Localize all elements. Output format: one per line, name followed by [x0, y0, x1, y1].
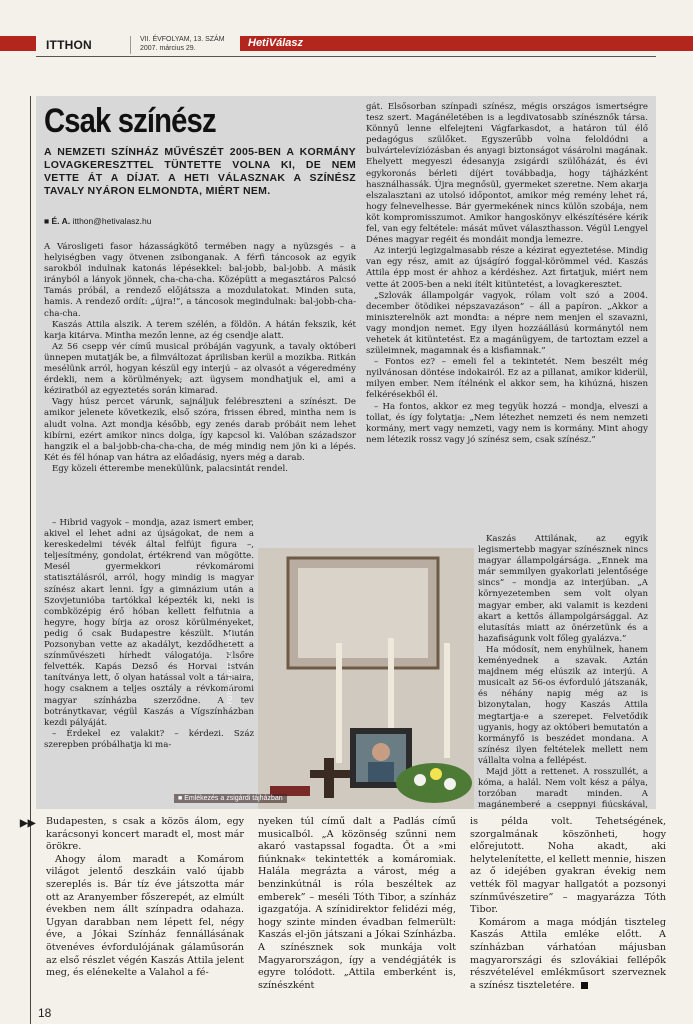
paragraph: – Érdekel ez valakit? – kérdezi. Száz szerepben próbálhatja ki ma- [44, 728, 254, 750]
continue-arrow-icon: ▶▶ [20, 818, 36, 829]
paragraph [470, 917, 666, 993]
header-divider [130, 36, 131, 54]
brand-logo: HetiVálasz [248, 37, 304, 49]
paragraph: – Hibrid vagyok – mondja, azaz ismert ember, akivel el lehet adni az újságokat, de nem a kereskedelmi tévék által felfújt figura –, teljesítmény, gondolat, értékrend van mögötte. Mesél gyermekkori révkomáromi statisztálásról, arról, hogy mindig is magyar színész akart lenni. Így a gimnázium után a Szovjetunióba tartókkal képezték ki, neki is combközépig érő hóban kellett felfutnia a hegyre, hogy bírja az orosz körülményeket, pedig ő csak Budapestre készült. Miután Pozsonyban vette az akadályt, kezdődhetett a színművészeti hírhedt válogatója. Elsőre felvették. Kapás Dezső és Horvai István tanítványa lett, ő olyan hatással volt a társaira, hogy csaknem a teljes osztály a révkomáromi magyar színházba szerződne. A tev botránytkavar, végül Kaszás a Vígszínházban kezdi pályáját. [44, 518, 254, 728]
byline-author: É. A. [51, 216, 71, 226]
issue-info [140, 35, 225, 53]
paragraph-text: Komárom a maga módján tiszteleg Kaszás Attila emléke előtt. A színházban várhatóan májusban magyarországi és szlovákiai fellépők részvételével emlékműsort szerveznek a színész tiszteletére. [470, 916, 666, 991]
section-name: ITTHON [46, 38, 92, 52]
body-column-1-narrow [44, 518, 254, 751]
bottom-column-3 [470, 816, 666, 992]
byline-email: itthon@hetivalasz.hu [72, 216, 152, 226]
paragraph: Az 56 csepp vér című musical próbáján vagyunk, a tavaly októberi ünnepen mutatják be, a filmváltozat áprilisban kerül a mozikba. Ritkán mesélünk arról, hogyan készül egy interjú – az olvasót a végeredmény érdekli, nem a körülmények; azt ügysem mondhatjuk el, ami a kéziratból az egyeztetés során kimarad. [44, 341, 356, 397]
page-number: 18 [38, 1006, 52, 1020]
brand-bar [240, 36, 693, 51]
article-title: Csak színész [44, 102, 216, 140]
paragraph: „Szlovák állampolgár vagyok, rólam volt szó a 2004. december ötödikei népszavazáson” – áll a papíron. „Akkor a miniszterelnök azt mondta: a népre nem menjen el szavazni, vagy mondjon nemet. Egy ilyen hozzáállású kormánytól nem vehetek át kitüntetést. Ez a magánügyem, de tartoztam ezzel a szüleimnek, magamnak és a kisfiamnak.” [366, 290, 648, 357]
header-accent-bar [0, 36, 36, 51]
paragraph: Ha módosít, nem enyhülnek, hanem keményednek a szavak. Aztán majdnem még elúszik az interjú. A musicalt az 56-os évforduló játszanák, és néhány napig még az is bizonytalan, hogy Kaszás Attila megtartja-e a szerepet. Felvetődik ugyanis, hogy az októberi bemutatón a kormányfő is beszédet mondana. A színész ilyen feltételek mellett nem vállalta volna a fellépést. [478, 644, 648, 766]
paragraph: Az interjú legizgalmasabb része a kézirat egyeztetése. Mindig van egy rész, amit az újságíró foggal-körömmel véd. Kaszás Attila épp most ér ahhoz a kérdéshez. Azt firtatjuk, miért nem vette át 2005-ben a neki ítélt kitüntetést, a lovagkeresztet. [366, 246, 648, 290]
paragraph: Budapesten, s csak a közös álom, egy karácsonyi koncert maradt el, most már örökre. [46, 816, 244, 853]
issue-date: 2007. március 29. [140, 45, 196, 52]
body-column-2-narrow [478, 534, 648, 809]
bottom-column-1 [46, 816, 244, 980]
byline-square-icon: ■ [44, 216, 52, 226]
paragraph: Majd jött a rettenet. A rosszullét, a kóma, a halál. Nem volt kész a pálya, torzóban maradt minden. A magánemberé a cseppnyi fiúcskával, [478, 766, 648, 809]
paragraph: Ahogy álom maradt a Komárom világot jelentő deszkáin való újabb szereplés is. Bár tíz éve játszotta már ott az Aranyember főszerepét, az elmúlt években nem állt színpadra odahaza. Ugyan darabban nem lépett fel, négy éve, a Jókai Színház fennállásának ötvenéves évfordulójának gálaműsorán az első részlet végén Kaszás Attila jelent meg, és elénekelte a Valahol a fé- [46, 853, 244, 979]
article-lead: A NEMZETI SZÍNHÁZ MŰVÉSZÉT 2005-BEN A KORMÁNY LOVAGKERESZTTEL TÜNTETTE VOLNA KI, DE NEM VETTE ÁT A DÍJAT. A HETI VÁLASZNAK A SZÍNÉSZ TAVALY NYÁRON ELMONDTA, MIÉRT NEM. [44, 146, 356, 197]
page-header [0, 36, 693, 54]
body-column-1 [44, 242, 356, 475]
bottom-column-2 [258, 816, 456, 992]
photo-caption [174, 794, 287, 803]
paragraph: A Városligeti fasor házasságkötő termében nagy a nyüzsgés – a helyiségben vagy ötvenen zsibonganak. A férfi táncosok az egyik sarokból indulnak katonás lépésekkel: bal-jobb, bal-jobb. A másik irányból a lányok jönnek, cha-cha-cha. Középütt a megasztáros Palcsó Tamás próbál, a rendező előjátssza a mozdulatokat. Minden suta, hamis. A rendező ordít: „újra!”, a táncosok megindulnak: bal-jobb-cha-cha-cha. [44, 242, 356, 319]
paragraph: Egy közeli étterembe menekülünk, palacsintát rendel. [52, 463, 288, 474]
paragraph: is példa volt. Tehetségének, szorgalmának köszönheti, hogy előrejutott. Noha akadt, aki helytelenítette, el kellett mennie, hiszen az ő idejében gyakran évekig nem vették föl magyar hallgatót a pozsonyi színműv‌észetire” – magyarázza Tóth Tibor. [470, 816, 666, 916]
paragraph: Kaszás Attilának, az egyik legismertebb magyar színésznek nincs magyar állampolgársága. „Ennek ma már semmilyen gyakorlati jelentősége sincs” – mondja az interjúban. „A környezetemben sem volt olyan magyar ember, aki valamit is kezdeni akart a kettős állampolgársággal. Az elutasítás miatt az önérzetünk és a hazafiságunk volt főleg gyalázva.” [478, 534, 648, 644]
paragraph: Kaszás Attila alszik. A terem szélén, a földön. A hátán fekszik, két karja kitárva. Mintha mezőn lenne, az ég csendje alatt. [44, 319, 356, 341]
paragraph: nyeken túl című dalt a Padlás című musicalból. „A közönség szűnni nem akaró vastapssal fogadta. Őt a »mi fiúnknak« tekintették a komáromiak. Halála megrázta a várost, még a benzinkútnál is róla beszéltek az emberek” – meséli Tóth Tibor, a színház igazgatója. A színidirektor felidézi még, hogy szinte minden évadban felmerült: Kaszás el-jön játszani a Jókai Színházba. A színésznek sok munkája volt Magyarországon, így a vendégjáték is egyre tolódott. „Attila emberként is, színészként [258, 816, 456, 991]
paragraph: gát. Elsősorban színpadi színész, mégis országos ismertségre tesz szert. Magánéletében is a legdivatosabb színésznők társa. Könnyű lenne elfelejteni Vágfarkasdot, a határon túl élő pedagógus szülőket. Egyszerűbb volna feloldódni a bulvártelevíziózásban és anyagi biztonságot vásárolni magának. Ehelyett megyeszi édesanyja zsigárdi szülőházát, és évi egykoronás bérleti díjért továbbadja, hogy tájházként használhassák. Újra megnősül, gyermeket szeretne. Nem akarja elszalasztani az utolsó időpontot, amikor még remény lehet rá, hogy felnevelhesse. Bár gyermekének nincs külön szobája, nem köt kompromisszumot. Amikor hangoskönyv elkészítésére kérik fel, van egy feltétele: mását művet választhasson. Végül Lengyel Dénes magyar regéit és mondáit mondja lemezre. [366, 102, 648, 246]
end-mark-icon [581, 982, 588, 989]
paragraph: Vagy húsz percet várunk, sajnáljuk felébreszteni a színészt. De amikor jelenete következik, első szóra, frissen ébred, mintha nem is aludt volna. Azt mondja később, egy zenés darab próbáit nem lehet kibírni, ezért amikor nincs dolga, így kapcsol ki. Valóban századszor hangzik el a bal-jobb-cha-cha-cha, de még mindig nem jön ki a lépés. Két és fél hónap van hátra az előadásig, nyers még a darab. [44, 397, 356, 463]
byline [44, 216, 152, 226]
memorial-photo [258, 548, 474, 809]
issue-volume: VII. ÉVFOLYAM, 13. SZÁM [140, 36, 225, 43]
caption-square-icon: ■ [178, 795, 185, 802]
body-column-2 [366, 102, 648, 446]
article-box [36, 96, 656, 809]
paragraph: – Ha fontos, akkor ez meg tegyük hozzá – mondja, elveszi a tollat, és így folytatja: „Nem létezhet nemzeti és nem nemzeti kormány, mert vagy nemzeti, vagy nem is kormány. Mint ahogy nem létezik rossz vagy jó színész sem, csak színész.” [366, 401, 648, 445]
left-margin-rule [30, 96, 31, 1024]
memorial-photo-illustration [258, 548, 474, 809]
photo-credit: FOTÓ: FEKETE VIKTÓRIA [228, 630, 234, 704]
caption-text: Emlékezés a zsigárdi tájházban [184, 795, 283, 802]
paragraph: – Fontos ez? – emeli fel a tekintetét. Nem beszélt még nyilvánosan döntése indokairól. Ez az a pillanat, amikor kiderül, milyen ember. Nem ítélnénk el akkor sem, ha kihúzná, hiszen felkérésekből él. [366, 357, 648, 401]
header-rule [36, 56, 656, 57]
